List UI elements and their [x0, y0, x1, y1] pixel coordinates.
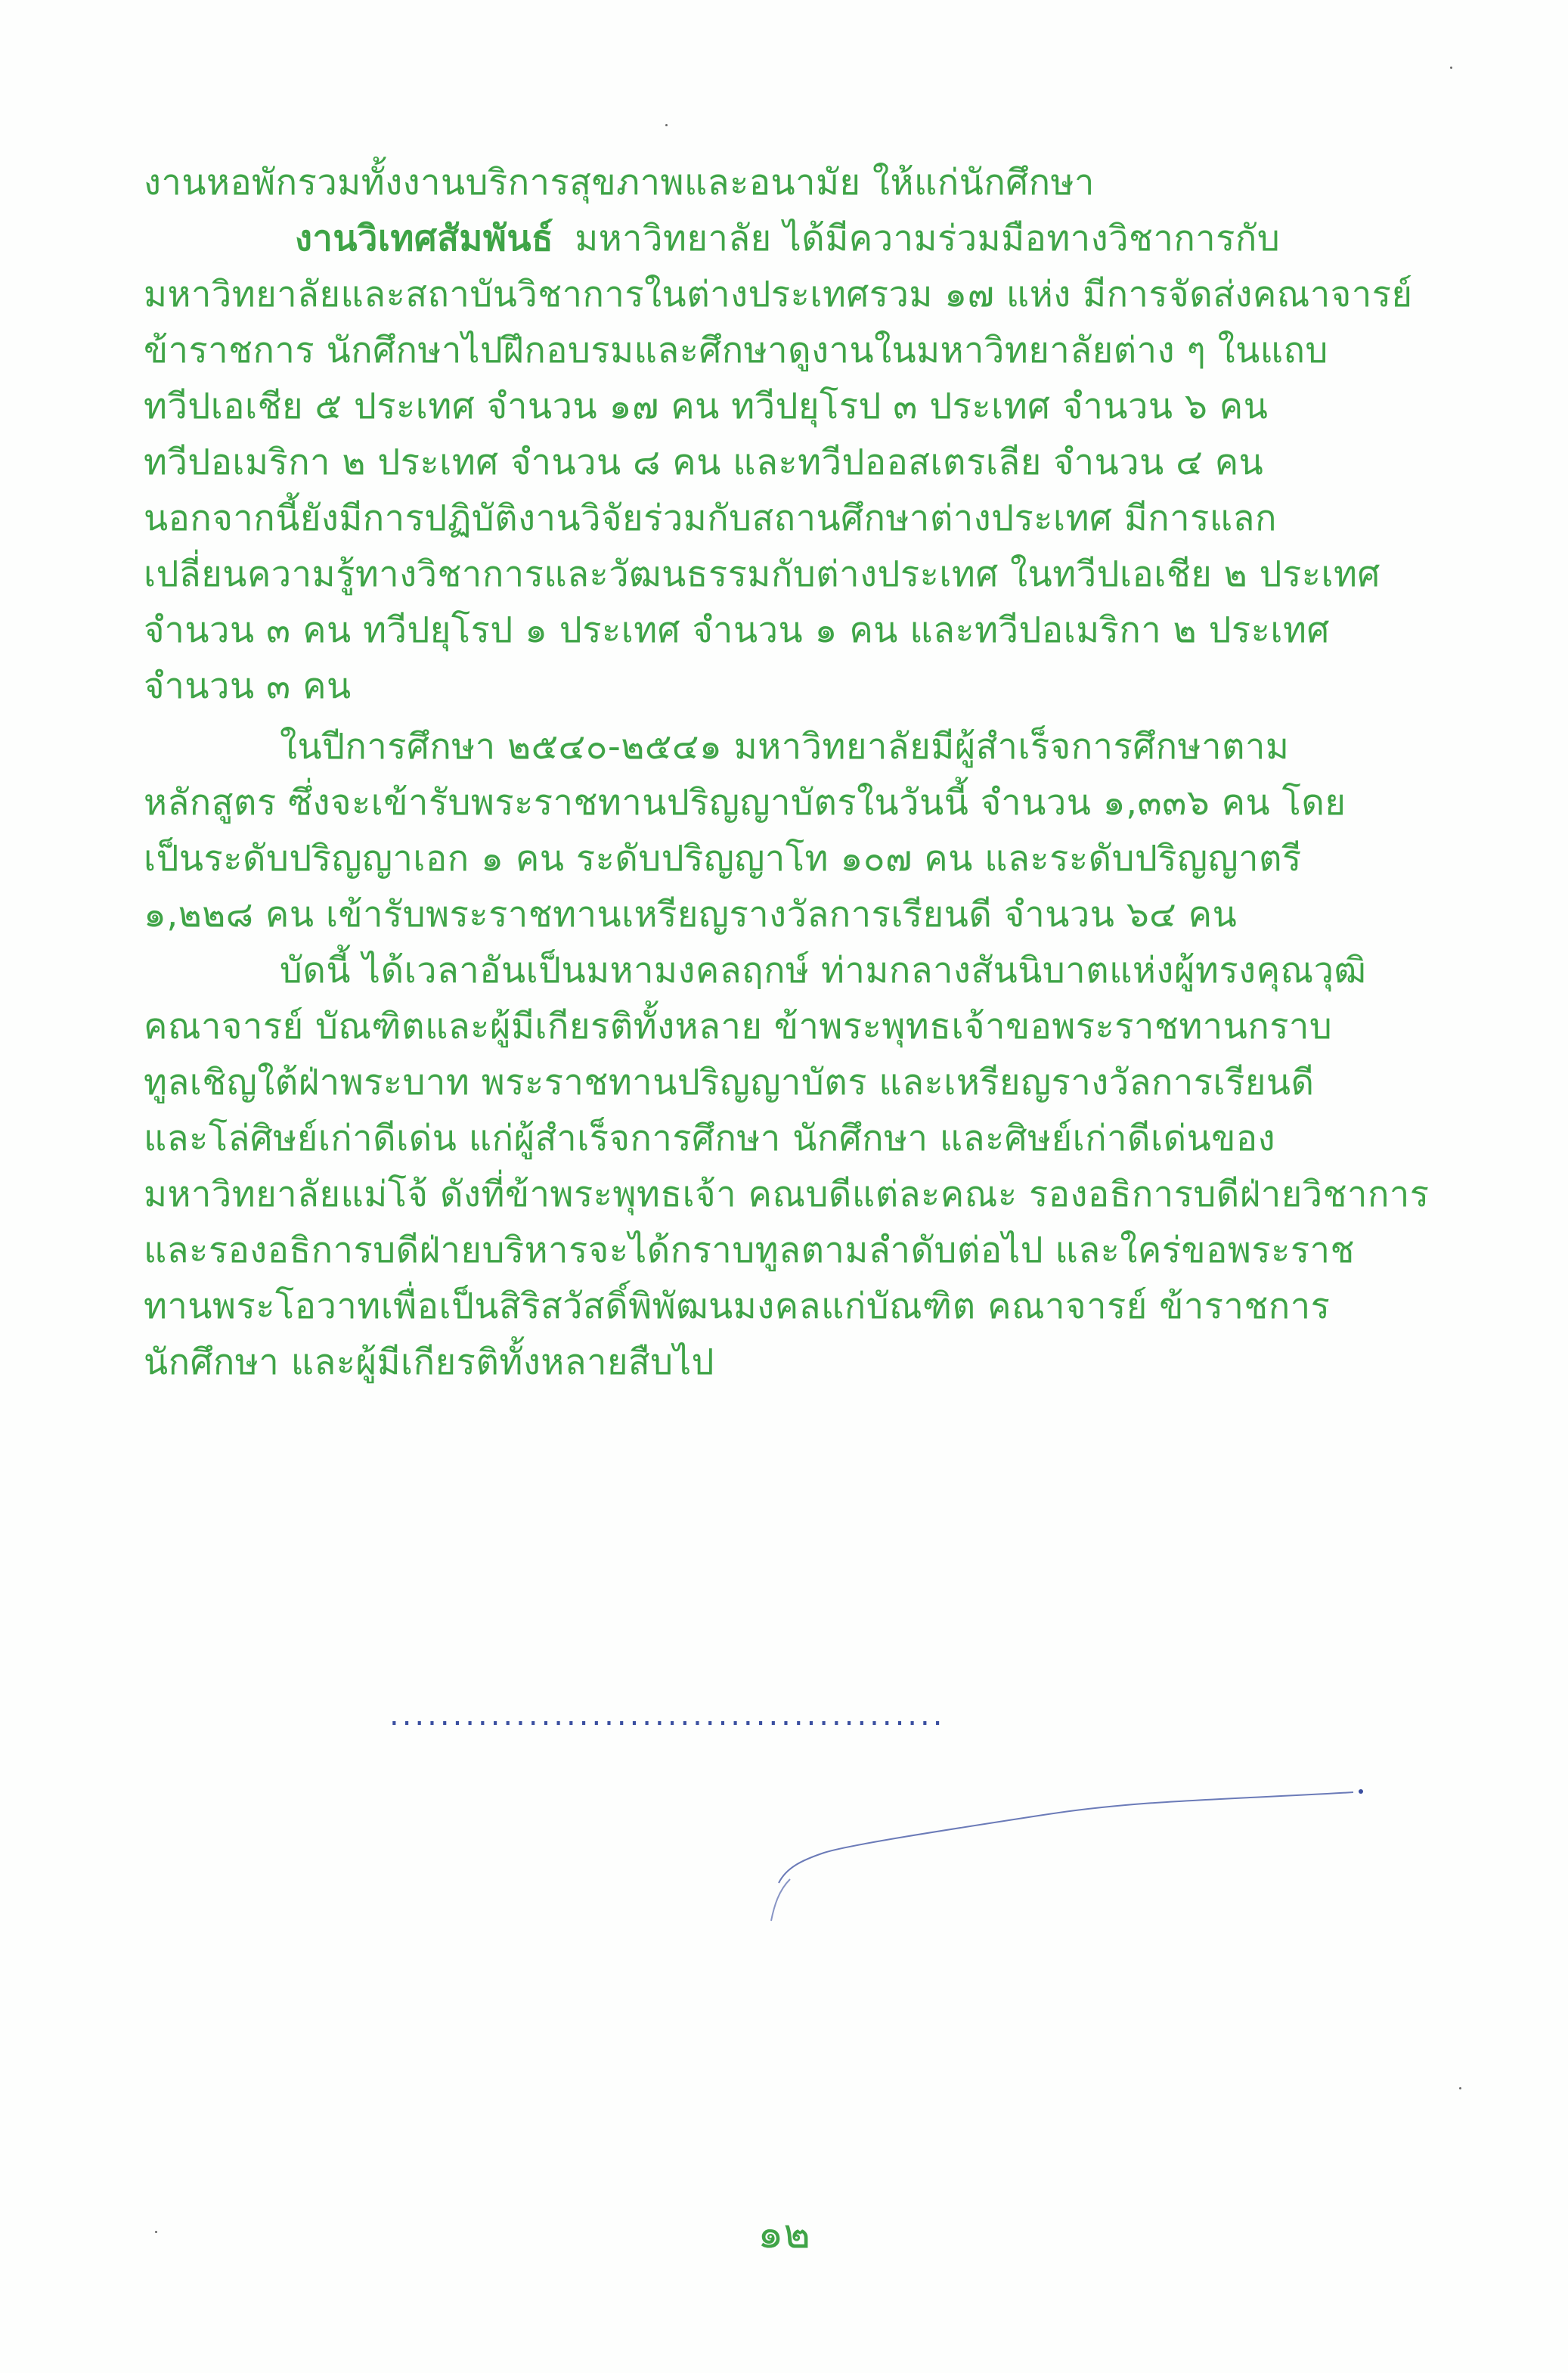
- text-line: [144, 603, 1353, 659]
- text-line-content: ทานพระโอวาทเพื่อเป็นสิริสวัสดิ์พิพัฒนมงคลแก่บัณฑิต คณาจารย์ ข้าราชการ: [144, 1286, 1331, 1327]
- text-line: [144, 1223, 1353, 1279]
- text-line-content: จำนวน ๓ คน: [144, 665, 352, 707]
- text-line-content: ทูลเชิญใต้ฝ่าพระบาท พระราชทานปริญญาบัตร และเหรียญรางวัลการเรียนดี: [144, 1062, 1315, 1103]
- scan-speck: [1450, 67, 1452, 69]
- text-line: [144, 775, 1353, 831]
- text-line-content: ข้าราชการ นักศึกษาไปฝึกอบรมและศึกษาดูงานในมหาวิทยาลัยต่าง ๆ ในแถบ: [144, 330, 1328, 371]
- text-line: [144, 155, 1353, 211]
- text-line: [144, 1335, 1353, 1391]
- signature-mark: [756, 1777, 1376, 1928]
- text-line: [144, 1279, 1353, 1335]
- text-line-content: ในปีการศึกษา ๒๕๔๐-๒๕๔๑ มหาวิทยาลัยมีผู้สำเร็จการศึกษาตาม: [280, 726, 1290, 768]
- text-line: [144, 999, 1353, 1055]
- text-line-content: คณาจารย์ บัณฑิตและผู้มีเกียรติทั้งหลาย ข้าพระพุทธเจ้าขอพระราชทานกราบ: [144, 1006, 1333, 1047]
- section-heading: งานวิเทศสัมพันธ์: [295, 218, 554, 259]
- text-line: [144, 1111, 1353, 1167]
- scan-speck: [665, 124, 668, 126]
- page-number: ๑๒: [758, 2210, 810, 2257]
- text-line: [144, 887, 1353, 943]
- text-line: [144, 1055, 1353, 1111]
- text-line-content: และรองอธิการบดีฝ่ายบริหารจะได้กราบทูลตามลำดับต่อไป และใคร่ขอพระราช: [144, 1230, 1355, 1271]
- text-line: [144, 659, 1353, 715]
- text-line: [144, 719, 1353, 775]
- text-line-content: ๑,๒๒๘ คน เข้ารับพระราชทานเหรียญรางวัลการเรียนดี จำนวน ๖๔ คน: [144, 894, 1238, 935]
- text-line-content: ทวีปอเมริกา ๒ ประเทศ จำนวน ๘ คน และทวีปออสเตรเลีย จำนวน ๔ คน: [144, 442, 1264, 483]
- text-line-content: บัดนี้ ได้เวลาอันเป็นมหามงคลฤกษ์ ท่ามกลางสันนิบาตแห่งผู้ทรงคุณวุฒิ: [280, 950, 1367, 991]
- text-line: [144, 211, 1353, 267]
- text-line-content: มหาวิทยาลัยและสถาบันวิชาการในต่างประเทศรวม ๑๗ แห่ง มีการจัดส่งคณาจารย์: [144, 274, 1413, 315]
- separator-dots: ............................................: [389, 1698, 946, 1732]
- text-line: [144, 379, 1353, 435]
- text-line-content: นักศึกษา และผู้มีเกียรติทั้งหลายสืบไป: [144, 1342, 715, 1383]
- text-line: [144, 323, 1353, 379]
- text-line-content: นอกจากนี้ยังมีการปฏิบัติงานวิจัยร่วมกับสถานศึกษาต่างประเทศ มีการแลก: [144, 498, 1277, 539]
- text-line-content: และโล่ศิษย์เก่าดีเด่น แก่ผู้สำเร็จการศึกษา นักศึกษา และศิษย์เก่าดีเด่นของ: [144, 1118, 1276, 1159]
- text-line: [144, 831, 1353, 887]
- text-line-content: เป็นระดับปริญญาเอก ๑ คน ระดับปริญญาโท ๑๐๗ คน และระดับปริญญาตรี: [144, 838, 1302, 879]
- text-line-content: ทวีปเอเชีย ๕ ประเทศ จำนวน ๑๗ คน ทวีปยุโรป ๓ ประเทศ จำนวน ๖ คน: [144, 386, 1269, 427]
- text-line: [144, 1167, 1430, 1223]
- text-line-content: งานหอพักรวมทั้งงานบริการสุขภาพและอนามัย ให้แก่นักศึกษา: [144, 162, 1095, 203]
- text-line-content: จำนวน ๓ คน ทวีปยุโรป ๑ ประเทศ จำนวน ๑ คน และทวีปอเมริกา ๒ ประเทศ: [144, 610, 1330, 651]
- text-line-content: หลักสูตร ซึ่งจะเข้ารับพระราชทานปริญญาบัตรในวันนี้ จำนวน ๑,๓๓๖ คน โดย: [144, 782, 1346, 824]
- text-line: [144, 435, 1353, 491]
- document-body: [144, 155, 1430, 1391]
- text-line: [144, 547, 1381, 603]
- text-line-content: มหาวิทยาลัยแม่โจ้ ดังที่ข้าพระพุทธเจ้า คณบดีแต่ละคณะ รองอธิการบดีฝ่ายวิชาการ: [144, 1174, 1430, 1215]
- text-line: [144, 267, 1413, 323]
- scan-speck: [155, 2231, 157, 2233]
- scan-speck: [1459, 2087, 1461, 2089]
- text-line-content: มหาวิทยาลัย ได้มีความร่วมมือทางวิชาการกับ: [575, 218, 1281, 259]
- text-line-content: เปลี่ยนความรู้ทางวิชาการและวัฒนธรรมกับต่างประเทศ ในทวีปเอเชีย ๒ ประเทศ: [144, 554, 1381, 595]
- text-line: [144, 943, 1367, 999]
- text-line: [144, 491, 1353, 547]
